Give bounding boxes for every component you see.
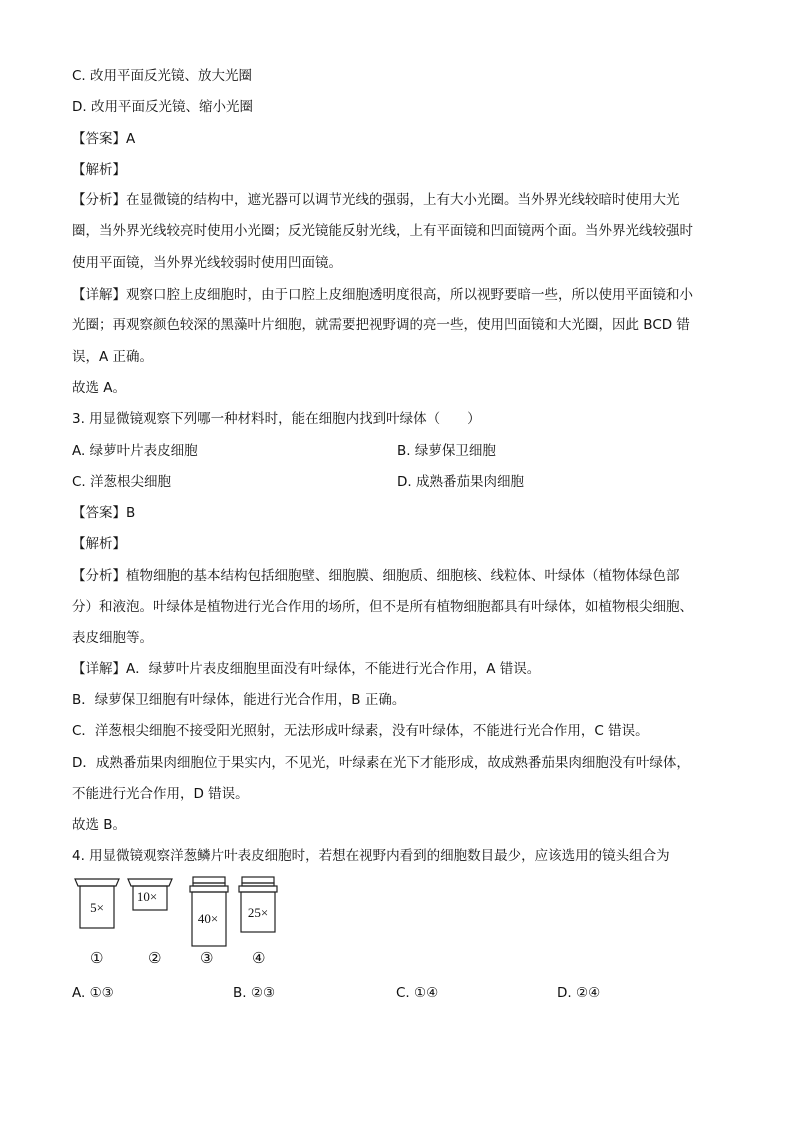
option-c: C. 改用平面反光镜、放大光圈 (72, 68, 253, 84)
detail-line: 【详解】A．绿萝叶片表皮细胞里面没有叶绿体，不能进行光合作用，A 错误。 (72, 661, 541, 677)
q4-option-b: B. ②③ (233, 985, 276, 1001)
lens-number-4: ④ (252, 949, 266, 967)
detail-line: 【详解】观察口腔上皮细胞时，由于口腔上皮细胞透明度很高，所以视野要暗一些，所以使用平面镜和小 (72, 287, 693, 303)
q4-option-c: C. ①④ (396, 985, 439, 1001)
lens-figure (72, 872, 312, 972)
detail-line: 光圈；再观察颜色较深的黑藻叶片细胞，就需要把视野调的亮一些，使用凹面镜和大光圈，因此 BCD 错 (72, 317, 690, 333)
q3-option-d: D. 成熟番茄果肉细胞 (397, 474, 524, 490)
lens-label: 25× (247, 905, 269, 920)
lens-number-2: ② (148, 949, 162, 967)
lens-diagram (72, 872, 312, 972)
answer: 【答案】B (72, 505, 136, 521)
detail-line: 不能进行光合作用，D 错误。 (72, 786, 249, 802)
detail-line: B．绿萝保卫细胞有叶绿体，能进行光合作用，B 正确。 (72, 692, 406, 708)
analysis-line: 使用平面镜，当外界光线较弱时使用凹面镜。 (72, 255, 342, 271)
q3-option-b: B. 绿萝保卫细胞 (397, 443, 496, 459)
conclusion: 故选 B。 (72, 817, 127, 833)
lens-label: 40× (197, 911, 219, 926)
lens-number-1: ① (90, 949, 104, 967)
q3-option-c: C. 洋葱根尖细胞 (72, 474, 172, 490)
q4-option-a: A. ①③ (72, 985, 114, 1001)
detail-line: C．洋葱根尖细胞不接受阳光照射，无法形成叶绿素，没有叶绿体，不能进行光合作用，C 错误。 (72, 723, 649, 739)
lens-label: 10× (136, 889, 158, 904)
q4-option-d: D. ②④ (557, 985, 601, 1001)
detail-line: 误，A 正确。 (72, 349, 154, 365)
detail-line: D．成熟番茄果肉细胞位于果实内，不见光，叶绿素在光下才能形成，故成熟番茄果肉细胞没有叶绿体， (72, 755, 690, 771)
lens-number-3: ③ (200, 949, 214, 967)
question-4: 4. 用显微镜观察洋葱鳞片叶表皮细胞时，若想在视野内看到的细胞数目最少，应该选用的镜头组合为 (72, 848, 670, 864)
analysis-line: 分）和液泡。叶绿体是植物进行光合作用的场所，但不是所有植物细胞都具有叶绿体，如植物根尖细胞、 (72, 599, 693, 615)
analysis-line: 圈，当外界光线较亮时使用小光圈；反光镜能反射光线，上有平面镜和凹面镜两个面。当外界光线较强时 (72, 223, 693, 239)
analysis-line: 【分析】在显微镜的结构中，遮光器可以调节光线的强弱，上有大小光圈。当外界光线较暗时使用大光 (72, 192, 680, 208)
lens-label: 5× (90, 900, 104, 915)
q3-option-a: A. 绿萝叶片表皮细胞 (72, 443, 198, 459)
answer: 【答案】A (72, 131, 136, 147)
analysis-line: 【分析】植物细胞的基本结构包括细胞壁、细胞膜、细胞质、细胞核、线粒体、叶绿体（植物体绿色部 (72, 568, 680, 584)
option-d: D. 改用平面反光镜、缩小光圈 (72, 99, 253, 115)
analysis-heading: 【解析】 (72, 536, 126, 552)
analysis-line: 表皮细胞等。 (72, 630, 153, 646)
analysis-heading: 【解析】 (72, 162, 126, 178)
question-3: 3. 用显微镜观察下列哪一种材料时，能在细胞内找到叶绿体（ ） (72, 411, 481, 427)
conclusion: 故选 A。 (72, 380, 127, 396)
